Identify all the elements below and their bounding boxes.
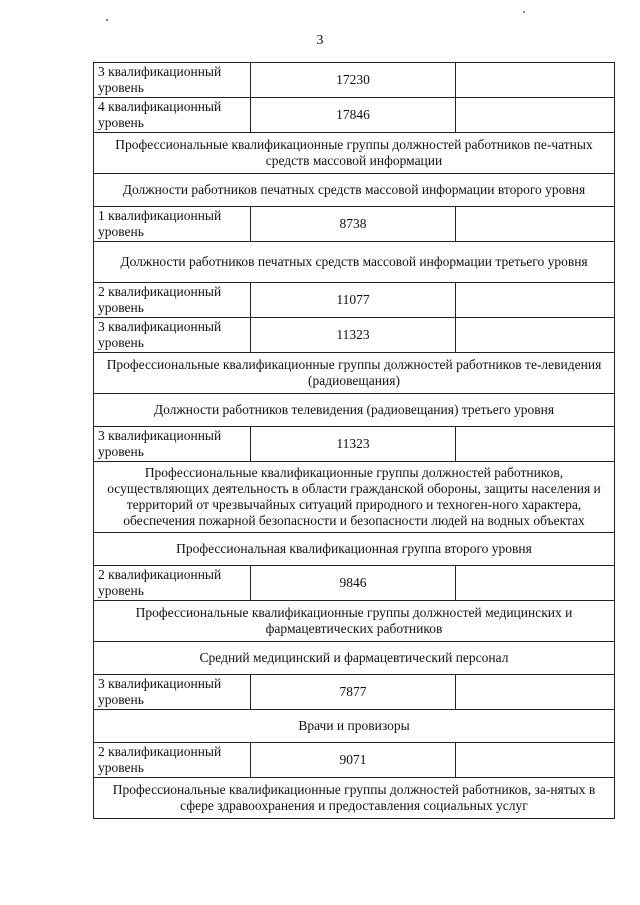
salary-table-body xyxy=(94,63,615,819)
level-row xyxy=(94,427,615,462)
qualification-level-cell: 4 квалификационный уровень xyxy=(94,98,251,133)
section-heading: Профессиональные квалификационные группы должностей работников, осуществляющих деятельность в области гражданской обороны, защиты населения и территорий от чрезвычайных ситуаций природного и техноген-ного характера, обеспечения пожарной безопасности и безопасности людей на водных объектах xyxy=(94,462,615,533)
section-heading-row xyxy=(94,778,615,819)
section-heading-row xyxy=(94,533,615,566)
level-row xyxy=(94,743,615,778)
salary-amount-cell: 9846 xyxy=(251,566,456,601)
qualification-level-cell: 3 квалификационный уровень xyxy=(94,318,251,353)
empty-cell xyxy=(456,63,615,98)
section-heading-row xyxy=(94,353,615,394)
section-heading-row xyxy=(94,394,615,427)
salary-amount-cell: 17846 xyxy=(251,98,456,133)
qualification-level-cell: 3 квалификационный уровень xyxy=(94,675,251,710)
scan-speck xyxy=(523,11,525,13)
section-heading: Профессиональная квалификационная группа второго уровня xyxy=(94,533,615,566)
empty-cell xyxy=(456,566,615,601)
section-heading-row xyxy=(94,242,615,283)
empty-cell xyxy=(456,318,615,353)
section-heading: Средний медицинский и фармацевтический персонал xyxy=(94,642,615,675)
level-row xyxy=(94,207,615,242)
empty-cell xyxy=(456,427,615,462)
section-heading: Должности работников телевидения (радиовещания) третьего уровня xyxy=(94,394,615,427)
section-heading: Профессиональные квалификационные группы должностей работников, за-нятых в сфере здравоохранения и предоставления социальных услуг xyxy=(94,778,615,819)
salary-amount-cell: 11323 xyxy=(251,427,456,462)
level-row xyxy=(94,63,615,98)
level-row xyxy=(94,675,615,710)
page-number: 3 xyxy=(316,33,324,48)
empty-cell xyxy=(456,207,615,242)
salary-table xyxy=(93,62,615,819)
empty-cell xyxy=(456,283,615,318)
level-row xyxy=(94,283,615,318)
salary-amount-cell: 17230 xyxy=(251,63,456,98)
section-heading: Должности работников печатных средств массовой информации второго уровня xyxy=(94,174,615,207)
qualification-level-cell: 2 квалификационный уровень xyxy=(94,283,251,318)
qualification-level-cell: 2 квалификационный уровень xyxy=(94,743,251,778)
section-heading-row xyxy=(94,133,615,174)
section-heading: Профессиональные квалификационные группы должностей работников пе-чатных средств массовой информации xyxy=(94,133,615,174)
qualification-level-cell: 3 квалификационный уровень xyxy=(94,63,251,98)
section-heading-row xyxy=(94,174,615,207)
empty-cell xyxy=(456,675,615,710)
empty-cell xyxy=(456,98,615,133)
salary-amount-cell: 7877 xyxy=(251,675,456,710)
qualification-level-cell: 1 квалификационный уровень xyxy=(94,207,251,242)
salary-amount-cell: 8738 xyxy=(251,207,456,242)
section-heading: Должности работников печатных средств массовой информации третьего уровня xyxy=(94,242,615,283)
empty-cell xyxy=(456,743,615,778)
salary-amount-cell: 11077 xyxy=(251,283,456,318)
level-row xyxy=(94,318,615,353)
section-heading: Врачи и провизоры xyxy=(94,710,615,743)
section-heading: Профессиональные квалификационные группы должностей медицинских и фармацевтических работников xyxy=(94,601,615,642)
level-row xyxy=(94,98,615,133)
level-row xyxy=(94,566,615,601)
salary-amount-cell: 9071 xyxy=(251,743,456,778)
qualification-level-cell: 3 квалификационный уровень xyxy=(94,427,251,462)
section-heading-row xyxy=(94,462,615,533)
section-heading-row xyxy=(94,642,615,675)
section-heading-row xyxy=(94,710,615,743)
qualification-level-cell: 2 квалификационный уровень xyxy=(94,566,251,601)
section-heading: Профессиональные квалификационные группы должностей работников те-левидения (радиовещания) xyxy=(94,353,615,394)
section-heading-row xyxy=(94,601,615,642)
salary-amount-cell: 11323 xyxy=(251,318,456,353)
scan-speck xyxy=(106,19,108,21)
